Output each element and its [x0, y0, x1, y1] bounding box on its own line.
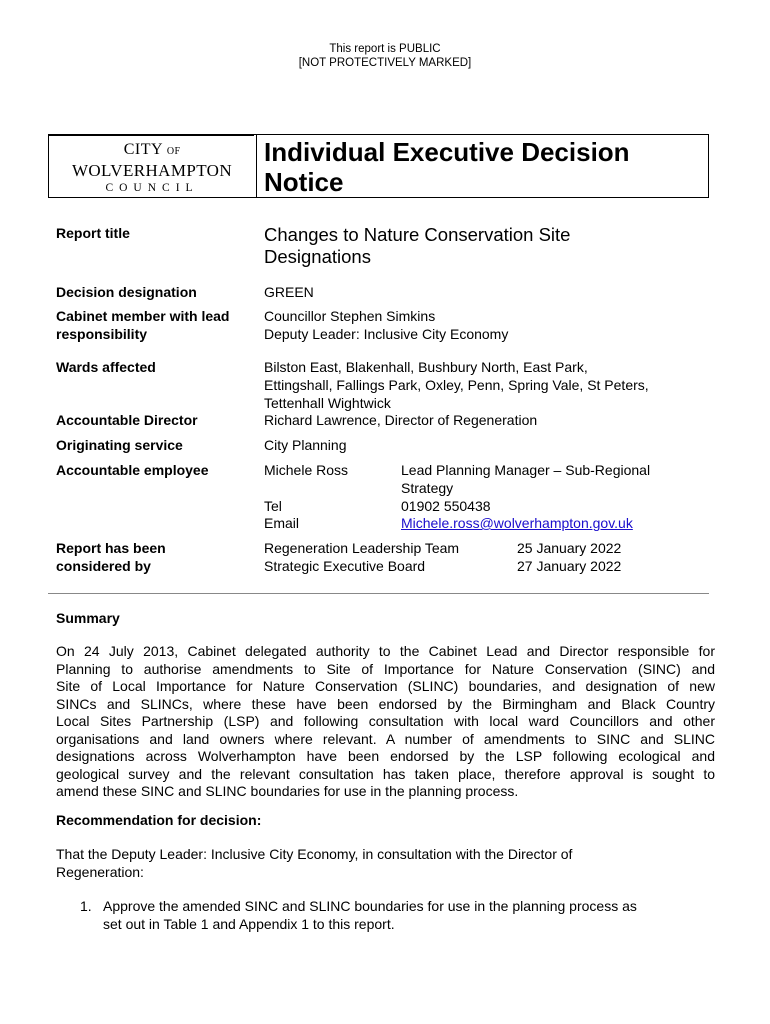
wards-line2: Ettingshall, Fallings Park, Oxley, Penn, Spring Vale, St Peters,: [264, 377, 649, 393]
cabinet-member-label: [56, 307, 229, 343]
logo-city: CITY: [123, 141, 163, 158]
considered-label: [56, 539, 166, 575]
designation-value: GREEN: [264, 284, 314, 300]
recommendation-heading: Recommendation for decision:: [56, 812, 262, 828]
service-value: City Planning: [264, 437, 347, 453]
summary-line: amend these SINC and SLINC boundaries for use in the planning process.: [56, 783, 519, 799]
considered-label-line2: considered by: [56, 558, 151, 574]
recommendation-intro-line2: Regeneration:: [56, 863, 144, 880]
recommendation-intro-line1: That the Deputy Leader: Inclusive City Economy, in consultation with the Director of: [56, 846, 573, 862]
cabinet-value-line1: Councillor Stephen Simkins: [264, 308, 436, 324]
recommendation-item-number: 1.: [80, 898, 92, 914]
recommendation-intro: [56, 846, 715, 881]
report-title-label: Report title: [56, 225, 130, 241]
employee-role: [401, 461, 650, 497]
report-title-line1: Changes to Nature Conservation Site: [264, 224, 571, 245]
cabinet-label-line1: Cabinet member with lead: [56, 308, 230, 324]
council-logo: [49, 141, 255, 196]
employee-role-line2: Strategy: [401, 480, 454, 496]
employee-name: Michele Ross: [264, 462, 349, 478]
service-label: Originating service: [56, 437, 183, 453]
summary-line: Planning to authorise amendments to Site of Importance for Nature Conservation (SINC) and: [56, 660, 715, 677]
report-title-line2: Designations: [264, 246, 371, 267]
cabinet-label-line2: responsibility: [56, 326, 148, 342]
section-divider: [48, 593, 709, 594]
considered-body1: Regeneration Leadership Team: [264, 540, 460, 556]
wards-line1: Bilston East, Blakenhall, Bushbury North, East Park,: [264, 359, 588, 375]
logo-council: COUNCIL: [105, 182, 199, 194]
tel-label: Tel: [264, 498, 282, 514]
document-header: [48, 134, 709, 198]
employee-role-line1: Lead Planning Manager – Sub-Regional: [401, 462, 651, 478]
wards-label: Wards affected: [56, 359, 156, 375]
protective-marking-banner: [0, 42, 770, 70]
banner-line-public: This report is PUBLIC: [329, 43, 441, 55]
summary-line: designations across Wolverhampton have been endorsed by the LSP following ecological and: [56, 748, 715, 764]
email-link[interactable]: Michele.ross@wolverhampton.gov.uk: [401, 515, 633, 531]
cabinet-value-line2: Deputy Leader: Inclusive City Economy: [264, 326, 509, 342]
considered-body2: Strategic Executive Board: [264, 558, 426, 574]
considered-dates: [517, 539, 621, 575]
document-title: [256, 135, 708, 198]
summary-line: SINCs and SLINCs, where these have been endorsed by the Birmingham and Black Country: [56, 695, 715, 712]
logo-cell: [48, 135, 254, 198]
document-title-line2: Notice: [264, 167, 344, 197]
considered-date1: 25 January 2022: [517, 540, 622, 556]
summary-line: Site of Local Importance for Nature Conservation (SLINC) boundaries, and designation of new: [56, 678, 715, 694]
logo-of: OF: [166, 146, 181, 157]
designation-label: Decision designation: [56, 284, 197, 300]
considered-label-line1: Report has been: [56, 540, 166, 556]
logo-name: WOLVERHAMPTON: [71, 161, 233, 180]
summary-heading: Summary: [56, 610, 120, 626]
wards-line3: Tettenhall Wightwick: [264, 395, 391, 411]
summary-body: [56, 643, 715, 801]
considered-date2: 27 January 2022: [517, 558, 622, 574]
summary-line: Local Sites Partnership (LSP) and following consultation with local ward Councillors and other: [56, 713, 715, 729]
document-title-line1: Individual Executive Decision: [264, 137, 630, 167]
email-label: Email: [264, 515, 300, 531]
cabinet-member-value: [264, 307, 508, 343]
summary-line: On 24 July 2013, Cabinet delegated authority to the Cabinet Lead and Director responsible for: [56, 643, 715, 659]
summary-line: organisations and land owners where relevant. A number of amendments to SINC and SLINC: [56, 730, 715, 747]
employee-label: Accountable employee: [56, 462, 209, 478]
recommendation-item: [103, 898, 703, 933]
report-title-value: [264, 224, 570, 268]
director-value: Richard Lawrence, Director of Regeneration: [264, 412, 538, 428]
considered-bodies: [264, 539, 459, 575]
summary-line: geological survey and the relevant consultation has taken place, therefore approval is sought to: [56, 765, 715, 782]
banner-line-marking: [NOT PROTECTIVELY MARKED]: [298, 57, 472, 69]
wards-value: [264, 358, 649, 412]
email-value-container: [401, 514, 633, 532]
recommendation-item-line1: Approve the amended SINC and SLINC boundaries for use in the planning process as: [103, 898, 637, 914]
director-label: Accountable Director: [56, 412, 198, 428]
tel-value: 01902 550438: [401, 498, 491, 514]
recommendation-item-line2: set out in Table 1 and Appendix 1 to this report.: [103, 915, 395, 932]
